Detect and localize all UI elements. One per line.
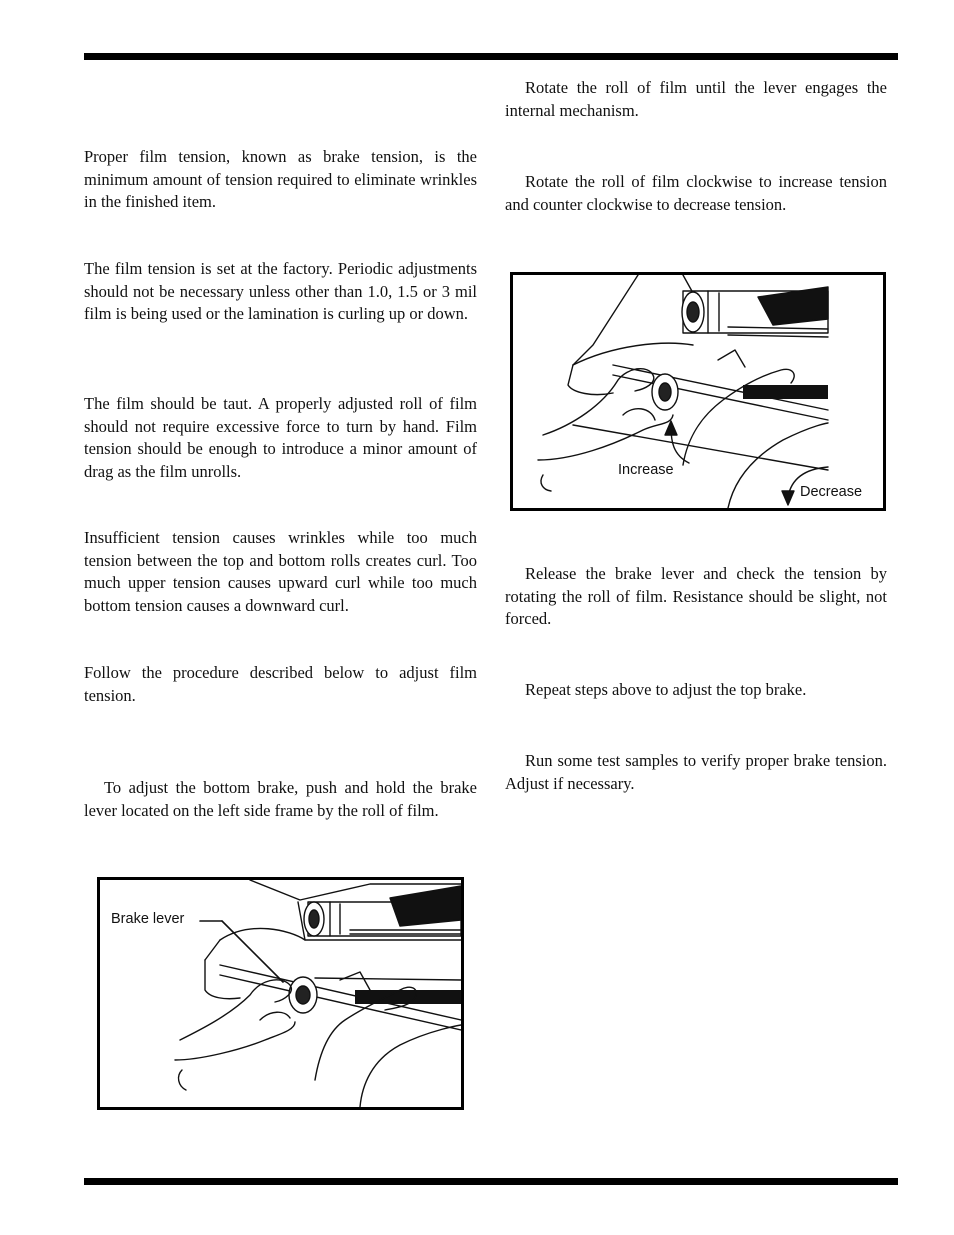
paragraph-release-lever: Release the brake lever and check the tension by rotating the roll of film. Resistance should be slight, not forced.	[505, 564, 887, 628]
paragraph-test-samples: Run some test samples to verify proper brake tension. Adjust if necessary.	[505, 751, 887, 793]
paragraph-follow-procedure: Follow the procedure described below to adjust film tension.	[84, 663, 477, 705]
increase-label: Increase	[618, 462, 674, 478]
figure-brake-lever	[97, 877, 464, 1110]
paragraph-insufficient-tension: Insufficient tension causes wrinkles while too much tension between the top and bottom rolls creates curl. Too much upper tension causes upward curl while too much bottom tension causes a downward curl.	[84, 528, 477, 615]
decrease-label: Decrease	[800, 484, 863, 500]
paragraph-bottom-brake-step: To adjust the bottom brake, push and hold the brake lever located on the left side frame by the roll of film.	[84, 778, 477, 820]
paragraph-repeat-top-brake: Repeat steps above to adjust the top brake.	[525, 680, 807, 699]
tension-direction-illustration	[513, 275, 883, 508]
top-rule	[84, 53, 898, 60]
paragraph-film-taut: The film should be taut. A properly adjusted roll of film should not require excessive force to turn by hand. Film tension should be enough to introduce a minor amount of drag as the film unrolls.	[84, 394, 477, 481]
bottom-rule	[84, 1178, 898, 1185]
paragraph-factory-setting: The film tension is set at the factory. Periodic adjustments should not be necessary unless other than 1.0, 1.5 or 3 mil film is being used or the lamination is curling up or down.	[84, 259, 477, 323]
figure-tension-direction	[510, 272, 886, 511]
paragraph-rotate-engage: Rotate the roll of film until the lever engages the internal mechanism.	[505, 78, 887, 120]
paragraph-brake-tension-definition: Proper film tension, known as brake tension, is the minimum amount of tension required to eliminate wrinkles in the finished item.	[84, 147, 477, 211]
brake-lever-label: Brake lever	[111, 911, 185, 927]
paragraph-rotate-direction: Rotate the roll of film clockwise to increase tension and counter clockwise to decrease tension.	[505, 172, 887, 214]
